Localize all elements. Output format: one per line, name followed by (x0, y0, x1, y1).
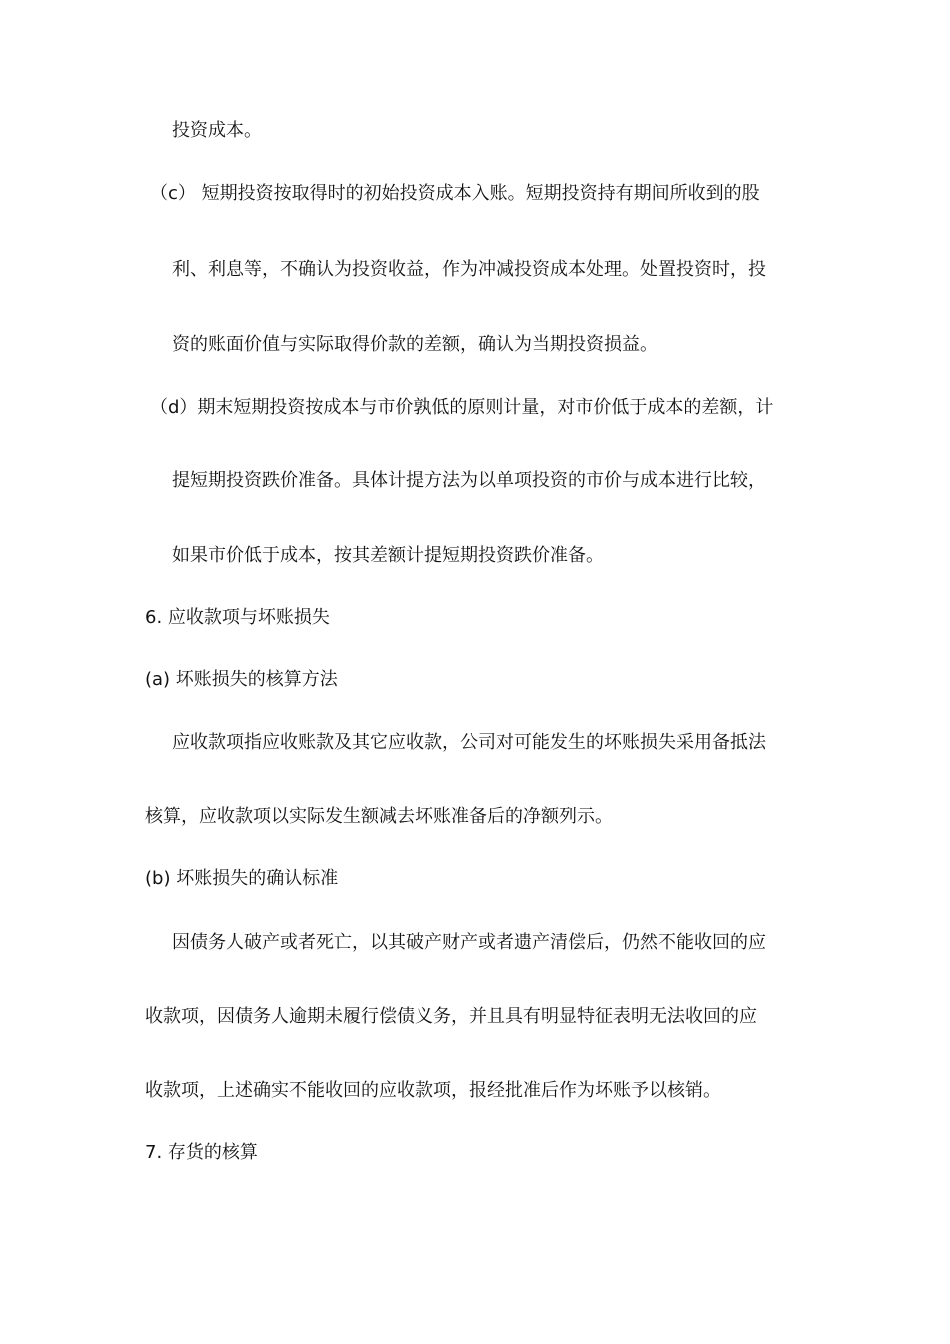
section-heading-7: 7. 存货的核算 (145, 1142, 258, 1163)
text-line-item-d-cont-2: 如果市价低于成本，按其差额计提短期投资跌价准备。 (172, 545, 604, 566)
text-line-item-c-cont-2: 资的账面价值与实际取得价款的差额，确认为当期投资损益。 (172, 334, 658, 355)
paragraph-line-b-1: 因债务人破产或者死亡，以其破产财产或者遗产清偿后，仍然不能收回的应 (172, 932, 766, 953)
text-line-item-d-cont-1: 提短期投资跌价准备。具体计提方法为以单项投资的市价与成本进行比较， (172, 470, 766, 491)
text-line-investment-cost: 投资成本。 (172, 120, 262, 141)
paragraph-line-a-1: 应收款项指应收账款及其它应收款，公司对可能发生的坏账损失采用备抵法 (172, 732, 766, 753)
paragraph-line-a-2: 核算，应收款项以实际发生额减去坏账准备后的净额列示。 (145, 806, 613, 827)
text-line-item-d: （d）期末短期投资按成本与市价孰低的原则计量，对市价低于成本的差额，计 (150, 397, 774, 418)
paragraph-line-b-2: 收款项，因债务人逾期未履行偿债义务，并且具有明显特征表明无法收回的应 (145, 1006, 757, 1027)
subheading-a: (a) 坏账损失的核算方法 (145, 669, 338, 690)
subheading-b: (b) 坏账损失的确认标准 (145, 868, 339, 889)
section-heading-6: 6. 应收款项与坏账损失 (145, 607, 330, 628)
paragraph-line-b-3: 收款项，上述确实不能收回的应收款项，报经批准后作为坏账予以核销。 (145, 1080, 721, 1101)
text-line-item-c-cont-1: 利、利息等，不确认为投资收益，作为冲减投资成本处理。处置投资时，投 (172, 259, 766, 280)
text-line-item-c: （c） 短期投资按取得时的初始投资成本入账。短期投资持有期间所收到的股 (150, 183, 760, 204)
